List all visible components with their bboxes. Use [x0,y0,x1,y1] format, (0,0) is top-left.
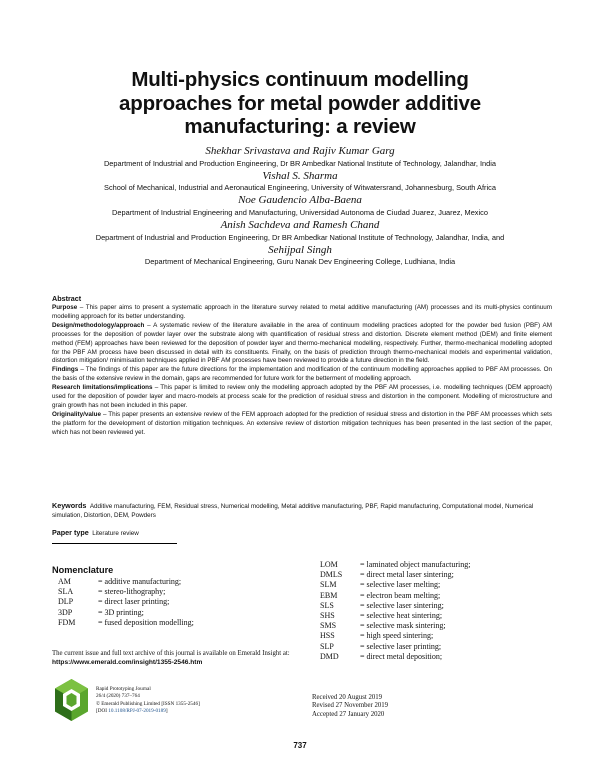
nomenclature-def: = selective laser sintering; [360,600,444,610]
nomenclature-def: = electron beam melting; [360,590,441,600]
abstract-heading: Abstract [52,294,82,303]
nomenclature-def: = 3D printing; [98,607,144,617]
keywords-label: Keywords [52,501,87,510]
purpose-text: – This paper aims to present a systematic approach in the literature survey related to metal additive manufacturing (AM) processes and its multi-physics continuum modelling approach for its better understanding. [52,304,552,320]
author-affiliation: Department of Industrial and Production Engineering, Dr BR Ambedkar National Institute of Technology, Jalandhar, India, and [95,232,505,242]
nomenclature-def: = selective mask sintering; [360,621,446,631]
doi-prefix: [DOI [96,708,109,715]
nomenclature-item [320,560,470,570]
limitations-label: Research limitations/implications [52,384,153,392]
nomenclature-def: = stereo-lithography; [98,587,166,597]
article-title [60,68,540,139]
doi-link[interactable]: 10.1108/RPJ-07-2019-0189 [108,708,166,715]
nomenclature-def: = laminated object manufacturing; [360,560,471,569]
nomenclature-abbr: DLP [58,597,74,607]
nomenclature-item [320,621,470,631]
archive-link[interactable]: https://www.emerald.com/insight/1355-2546.htm [52,659,203,666]
originality-text: – This paper presents an extensive review of the FEM approach adopted for the prediction of residual stress and distortion in the PBF AM processes which sets the platform for the development of distortion mitigation techniques. An extensive review of distortion mitigation techniques has been presented in the last section of the paper, which has not been reviewed yet. [52,410,552,436]
date-accepted: Accepted 27 January 2020 [312,710,385,718]
nomenclature-def: = additive manufacturing; [98,577,182,586]
nomenclature-def: = selective laser printing; [360,641,442,651]
date-revised: Revised 27 November 2019 [312,702,389,710]
nomenclature-item [58,587,194,597]
design-text: – A systematic review of the literature available in the area of continuum modelling practices adopted for the powder bed fusion (PBF) AM processes for the deposition of powder layer over the substrate along with quantification of residual stress and distortion. Discrete element method (DEM) and finite element method (FEM) approaches have been reviewed for the deposition of powder layer and thermo-mechanical modelling, respectively. Further, thermo-mechanical modelling adopted for the PBF AM process have been discussed in detail with its constituents. Finally, on the basis of prediction through thermo-mechanical models and experimental validation, distortion mitigation/ minimisation techniques applied in PBF AM processes have been reviewed to provide a future direction in the field. [52,321,552,365]
nomenclature-def: = direct metal deposition; [360,651,443,661]
nomenclature-abbr: LOM [320,560,338,569]
title-line: Multi-physics continuum modelling [131,68,469,91]
originality-label: Originality/value [52,410,101,418]
nomenclature-abbr: DMLS [320,570,343,580]
nomenclature-item [320,580,470,590]
nomenclature-abbr: SLM [320,580,337,590]
nomenclature-heading: Nomenclature [52,565,114,575]
findings-label: Findings [52,366,79,374]
nomenclature-item [320,652,470,662]
author-affiliation: Department of Industrial and Production Engineering, Dr BR Ambedkar National Institute of Technology, Jalandhar, India [103,158,497,168]
author-affiliation: Department of Industrial Engineering and Manufacturing, Universidad Autonoma de Ciudad Juarez, Juarez, Mexico [112,207,488,217]
journal-info [96,686,200,716]
nomenclature-item [58,577,194,587]
author-names: Noe Gaudencio Alba-Baena [238,194,362,207]
author-names: Anish Sachdeva and Ramesh Chand [220,219,380,232]
purpose-label: Purpose [52,304,78,311]
abstract-originality [52,411,552,438]
paper-type-text: Literature review [92,530,139,537]
nomenclature-abbr: SLA [58,587,74,597]
doi-suffix: ] [165,708,168,715]
nomenclature-def: = high speed sintering; [360,631,434,641]
keywords [52,501,552,520]
nomenclature-item [58,618,194,628]
abstract-limitations [52,384,552,411]
nomenclature-abbr: 3DP [58,607,73,617]
nomenclature-abbr: EBM [320,590,338,600]
author-names: Sehijpal Singh [268,243,332,256]
nomenclature-abbr: SMS [320,621,337,631]
nomenclature-abbr: AM [58,577,71,586]
nomenclature-item [58,608,194,618]
title-line: approaches for metal powder additive [119,91,481,115]
title-line: manufacturing: a review [184,115,416,138]
author-affiliation: Department of Mechanical Engineering, Guru Nanak Dev Engineering College, Ludhiana, India [144,257,456,267]
author-affiliation: School of Mechanical, Industrial and Aeronautical Engineering, University of Witwatersrand, Johannesburg, South Africa [104,183,496,193]
nomenclature-item [320,601,470,611]
limitations-text: – This paper is limited to review only the modelling approach adopted by the PBF AM processes, i.e. modelling techniques (DEM approach) used for the deposition of powder layer and macro-models at process scale for the prediction of residual stress and distortion in the component. Modelling of microstructure and grain growth has not been included in this paper. [52,384,552,409]
nomenclature-item [320,642,470,652]
nomenclature-item [320,631,470,641]
author-names: Shekhar Srivastava and Rajiv Kumar Garg [205,145,395,157]
nomenclature-def: = fused deposition modelling; [98,617,194,627]
paper-type-label: Paper type [52,528,89,537]
page-number: 737 [293,741,307,750]
design-label: Design/methodology/approach [52,321,145,329]
nomenclature-abbr: SLP [320,641,334,651]
date-received: Received 20 August 2019 [312,694,383,701]
findings-text: – The findings of this paper are the future directions for the implementation and modification of the continuum modelling approaches applied to PBF AM processes. On the basis of the extensive review in the domain, gaps are recommended for future work for the betterment of modelling approach. [52,366,552,383]
nomenclature-abbr: SLS [320,600,334,610]
journal-doi-line [96,708,200,715]
nomenclature-item [320,611,470,621]
journal-publisher: © Emerald Publishing Limited [ISSN 1355-2546] [96,700,200,707]
archive-note-text: The current issue and full text archive of this journal is available on Emerald Insight at: [52,650,290,657]
nomenclature-item [320,591,470,601]
nomenclature-def: = selective heat sintering; [360,611,443,621]
nomenclature-item [320,570,470,580]
author-block [20,145,580,269]
nomenclature-def: = direct laser printing; [98,597,170,607]
nomenclature-abbr: SHS [320,611,335,621]
abstract-design [52,322,552,367]
nomenclature-item [58,597,194,607]
divider [52,543,177,544]
abstract-purpose [52,304,552,322]
journal-name: Rapid Prototyping Journal [96,686,151,692]
nomenclature-right-list [320,560,470,662]
nomenclature-left-list [58,577,194,628]
nomenclature-abbr: HSS [320,631,335,641]
nomenclature-def: = direct metal laser sintering; [360,570,454,580]
archive-note [52,649,294,667]
abstract-findings [52,366,552,384]
nomenclature-def: = selective laser melting; [360,580,441,590]
paper-type [52,528,139,537]
article-dates [312,694,388,719]
nomenclature-abbr: DMD [320,651,339,661]
emerald-logo-icon [53,678,90,722]
abstract [52,294,552,438]
keywords-text: Additive manufacturing, FEM, Residual stress, Numerical modelling, Metal additive manufacturing, PBF, Rapid manufacturing, Computational model, Numerical simulation, Distortion, DEM, Powders [52,503,534,519]
nomenclature-abbr: FDM [58,617,76,627]
author-names: Vishal S. Sharma [262,169,338,182]
journal-volume: 26/4 (2020) 737–764 [96,693,140,700]
